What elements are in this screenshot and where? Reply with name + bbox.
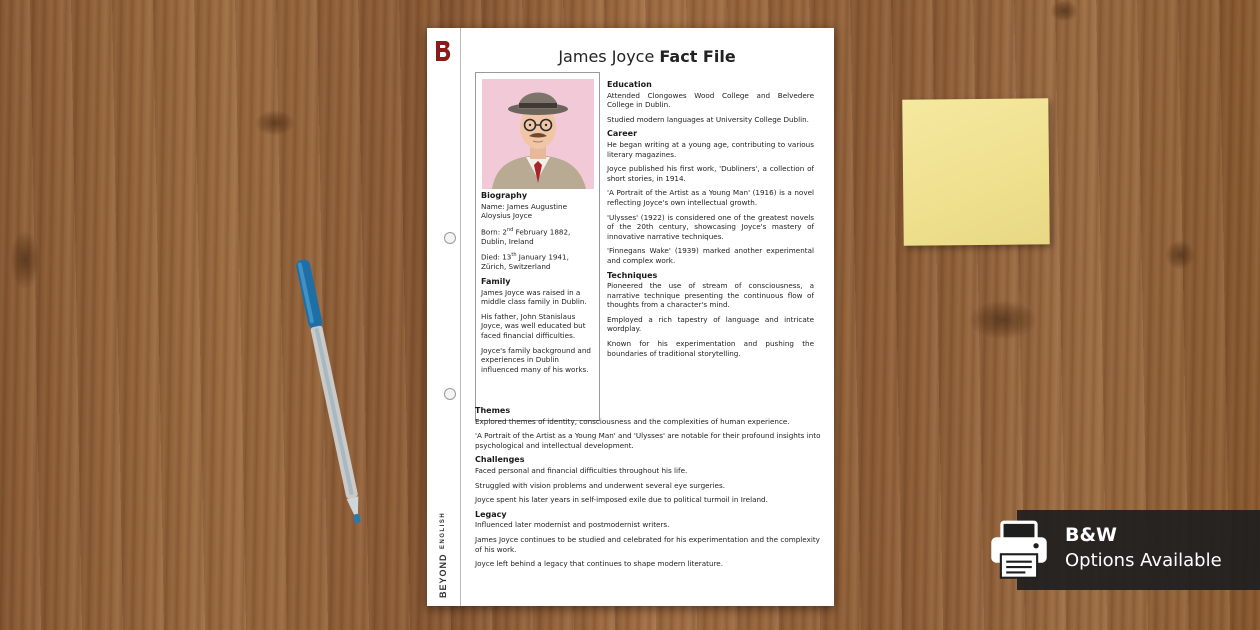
- themes-item: 'A Portrait of the Artist as a Young Man' and 'Ulysses' are notable for their profound insights into psychological and intellectual development.: [475, 431, 821, 450]
- brand-sub: ENGLISH: [440, 512, 446, 550]
- wood-knot: [1050, 0, 1078, 22]
- themes-item: Explored themes of identity, consciousness and the complexities of human experience.: [475, 416, 790, 426]
- themes-heading: Themes: [475, 406, 511, 415]
- techniques-item: Employed a rich tapestry of language and intricate wordplay.: [607, 314, 814, 334]
- career-heading: Career: [607, 129, 638, 139]
- challenges-item: Faced personal and financial difficulties throughout his life.: [475, 465, 688, 475]
- right-column: [607, 80, 814, 363]
- family-item: His father, John Stanislaus Joyce, was well educated but faced financial difficulties.: [481, 311, 586, 340]
- title-bold: Fact File: [659, 47, 736, 66]
- legacy-item: Influenced later modernist and postmodernist writers.: [475, 520, 670, 530]
- legacy-item: Joyce left behind a legacy that continues to shape modern literature.: [475, 559, 724, 569]
- banner-subtitle: Options Available: [1065, 550, 1222, 571]
- page-title: [467, 47, 827, 66]
- career-item: 'Finnegans Wake' (1939) marked another experimental and complex work.: [607, 246, 814, 265]
- brand-main: BEYOND: [438, 553, 448, 598]
- legacy-item: James Joyce continues to be studied and celebrated for his experimentation and the complexity of his work.: [475, 534, 820, 554]
- family-heading: Family: [481, 276, 511, 286]
- techniques-item: Known for his experimentation and pushing the boundaries of traditional storytelling.: [607, 339, 814, 358]
- wood-knot: [10, 230, 40, 290]
- techniques-item: Pioneered the use of stream of consciousness, a narrative technique presenting the continuous flow of thoughts from a character's mind.: [607, 281, 814, 310]
- punch-hole: [444, 232, 456, 244]
- beyond-logo-icon: [433, 40, 453, 62]
- career-item: Joyce published his first work, 'Dubliners', a collection of short stories, in 1914.: [607, 164, 814, 183]
- wood-knot: [1165, 240, 1195, 270]
- fact-file-sheet: [427, 28, 834, 606]
- education-item: Attended Clongowes Wood College and Belvedere College in Dublin.: [607, 90, 814, 110]
- sticky-note: [902, 98, 1050, 246]
- biography-family-text: [481, 191, 596, 379]
- challenges-item: Joyce spent his later years in self-imposed exile due to political turmoil in Ireland.: [475, 495, 768, 505]
- punch-hole: [444, 388, 456, 400]
- education-item: Studied modern languages at University College Dublin.: [607, 114, 809, 124]
- title-plain: James Joyce: [558, 47, 655, 66]
- bio-name: Name: James Augustine Aloysius Joyce: [481, 201, 568, 221]
- bottom-section: [475, 406, 827, 574]
- legacy-heading: Legacy: [475, 509, 507, 519]
- bw-options-banner[interactable]: [1017, 510, 1260, 590]
- education-heading: Education: [607, 80, 652, 89]
- challenges-heading: Challenges: [475, 455, 525, 465]
- career-item: He began writing at a young age, contributing to various literary magazines.: [607, 139, 814, 159]
- brand-vertical: [431, 498, 455, 598]
- techniques-heading: Techniques: [607, 270, 658, 280]
- printer-icon: [987, 518, 1051, 582]
- margin-line: [460, 28, 461, 606]
- family-item: Joyce's family background and experiences in Dublin influenced many of his works.: [481, 345, 591, 374]
- banner-title: B&W: [1065, 524, 1118, 546]
- challenges-item: Struggled with vision problems and underwent several eye surgeries.: [475, 480, 726, 490]
- family-item: James Joyce was raised in a middle class family in Dublin.: [481, 287, 587, 307]
- portrait-illustration: [482, 79, 594, 189]
- bio-died: Died: 13th January 1941, Zürich, Switzerland: [481, 252, 569, 272]
- wood-knot: [968, 300, 1038, 340]
- career-item: 'A Portrait of the Artist as a Young Man' (1916) is a novel reflecting Joyce's own intellectual growth.: [607, 188, 814, 207]
- career-item: 'Ulysses' (1922) is considered one of the greatest novels of the 20th century, showcasing Joyce's mastery of innovative narrative techniques.: [607, 212, 814, 241]
- bio-born: Born: 2nd February 1882, Dublin, Ireland: [481, 226, 571, 246]
- biography-heading: Biography: [481, 191, 528, 200]
- wood-knot: [255, 110, 295, 136]
- ballpoint-pen: [290, 255, 370, 530]
